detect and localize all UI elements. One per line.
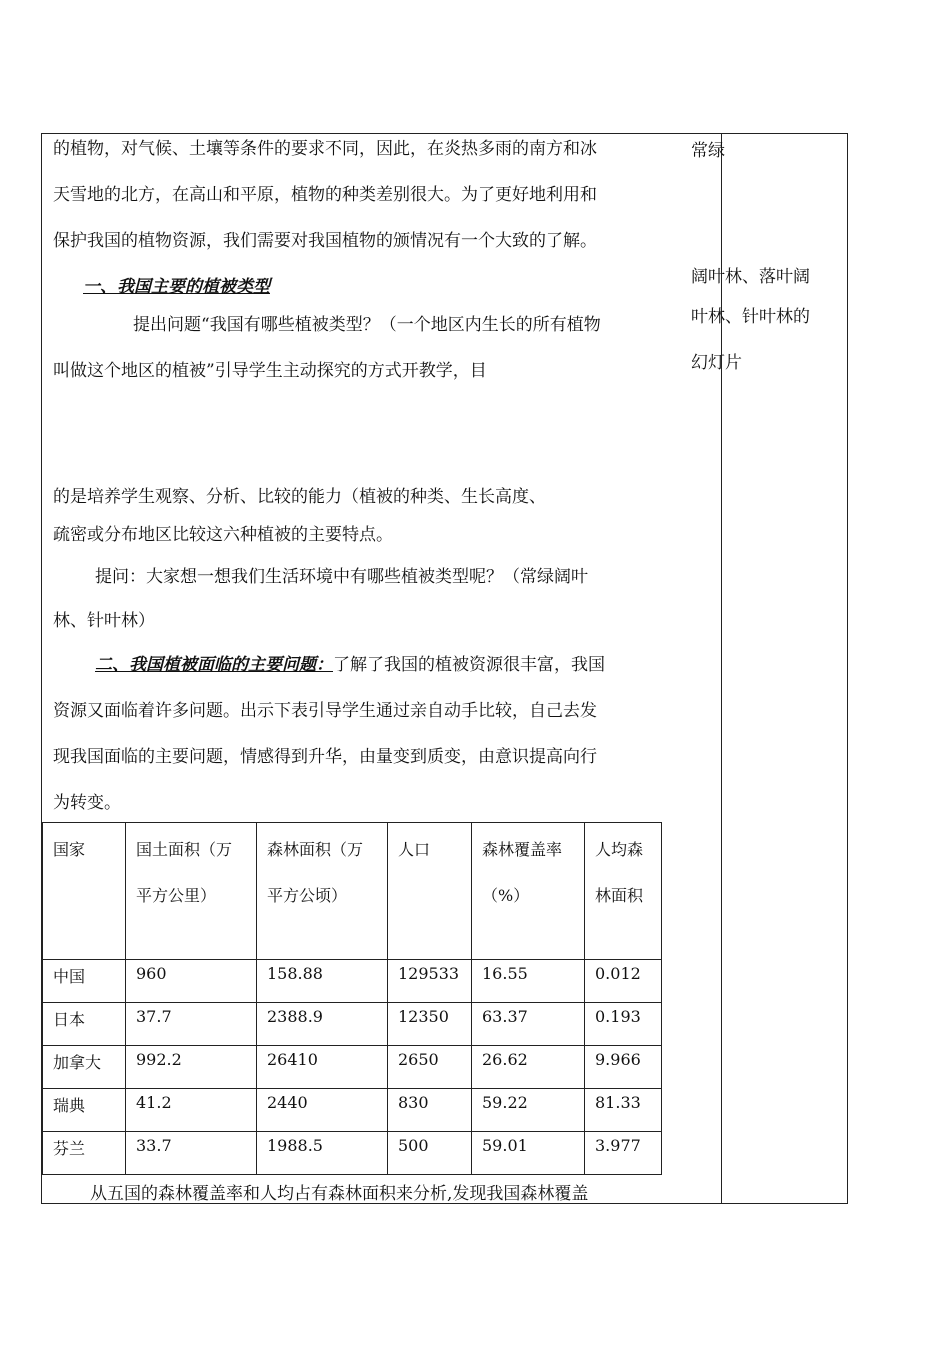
table-cell: 0.012 <box>585 960 662 1003</box>
table-cell: 81.33 <box>585 1089 662 1132</box>
table-cell: 129533 <box>388 960 472 1003</box>
table-row <box>43 960 662 1003</box>
section-heading-1: 一、我国主要的植被类型 <box>83 277 270 297</box>
paragraph-line: 林、针叶林） <box>53 611 155 631</box>
table-cell: 1988.5 <box>257 1132 388 1175</box>
table-cell: 500 <box>388 1132 472 1175</box>
table-cell: 63.37 <box>472 1003 585 1046</box>
paragraph-line: 为转变。 <box>53 793 121 813</box>
table-header-cell: 森林覆盖率（%） <box>472 823 585 960</box>
column-divider <box>721 134 722 1203</box>
table-cell: 加拿大 <box>43 1046 126 1089</box>
side-note: 常绿 <box>691 141 725 161</box>
table-cell: 960 <box>126 960 257 1003</box>
table-header-row <box>43 823 662 960</box>
table-cell: 16.55 <box>472 960 585 1003</box>
table-cell: 26410 <box>257 1046 388 1089</box>
side-note: 阔叶林、落叶阔 <box>691 267 810 287</box>
table-cell: 41.2 <box>126 1089 257 1132</box>
table-cell: 2388.9 <box>257 1003 388 1046</box>
table-cell: 59.22 <box>472 1089 585 1132</box>
section-heading-2: 二、我国植被面临的主要问题： <box>95 655 333 675</box>
table-row <box>43 1132 662 1175</box>
table-cell: 3.977 <box>585 1132 662 1175</box>
table-header-cell: 人均森林面积 <box>585 823 662 960</box>
table-cell: 日本 <box>43 1003 126 1046</box>
paragraph-line: 资源又面临着许多问题。出示下表引导学生通过亲自动手比较，自己去发 <box>53 701 597 721</box>
table-cell: 瑞典 <box>43 1089 126 1132</box>
table-header-cell: 人口 <box>388 823 472 960</box>
paragraph-line: 现我国面临的主要问题，情感得到升华，由量变到质变，由意识提高向行 <box>53 747 597 767</box>
paragraph-line: 的是培养学生观察、分析、比较的能力（植被的种类、生长高度、 <box>53 487 546 507</box>
table-cell: 芬兰 <box>43 1132 126 1175</box>
table-row <box>43 1089 662 1132</box>
section-heading-2-line <box>95 650 605 675</box>
paragraph-line: 保护我国的植物资源，我们需要对我国植物的颁情况有一个大致的了解。 <box>53 231 597 251</box>
table-cell: 2440 <box>257 1089 388 1132</box>
paragraph-line: 从五国的森林覆盖率和人均占有森林面积来分析,发现我国森林覆盖 <box>90 1184 589 1204</box>
paragraph-line: 的植物，对气候、土壤等条件的要求不同，因此，在炎热多雨的南方和冰 <box>53 139 597 159</box>
table-cell: 33.7 <box>126 1132 257 1175</box>
side-note: 叶林、针叶林的 <box>691 307 810 327</box>
table-row <box>43 1003 662 1046</box>
paragraph-line: 天雪地的北方，在高山和平原，植物的种类差别很大。为了更好地利用和 <box>53 185 597 205</box>
paragraph-line: 提问：大家想一想我们生活环境中有哪些植被类型呢？（常绿阔叶 <box>95 567 588 587</box>
paragraph-line: 叫做这个地区的植被”引导学生主动探究的方式开教学，目 <box>53 361 487 381</box>
paragraph-line: 提出问题“我国有哪些植被类型？（一个地区内生长的所有植物 <box>133 315 601 335</box>
paragraph-text: 了解了我国的植被资源很丰富，我国 <box>333 655 605 675</box>
forest-comparison-table <box>42 822 662 1175</box>
table-cell: 59.01 <box>472 1132 585 1175</box>
table-row <box>43 1046 662 1089</box>
table-cell: 9.966 <box>585 1046 662 1089</box>
lesson-table <box>41 133 848 1204</box>
table-cell: 830 <box>388 1089 472 1132</box>
table-cell: 2650 <box>388 1046 472 1089</box>
table-cell: 158.88 <box>257 960 388 1003</box>
table-cell: 37.7 <box>126 1003 257 1046</box>
table-cell: 中国 <box>43 960 126 1003</box>
table-header-cell: 国土面积（万平方公里） <box>126 823 257 960</box>
paragraph-line: 疏密或分布地区比较这六种植被的主要特点。 <box>53 525 393 545</box>
table-cell: 0.193 <box>585 1003 662 1046</box>
table-header-cell: 森林面积（万平方公顷） <box>257 823 388 960</box>
table-cell: 992.2 <box>126 1046 257 1089</box>
side-note: 幻灯片 <box>691 353 742 373</box>
table-cell: 26.62 <box>472 1046 585 1089</box>
table-cell: 12350 <box>388 1003 472 1046</box>
table-header-cell: 国家 <box>43 823 126 960</box>
